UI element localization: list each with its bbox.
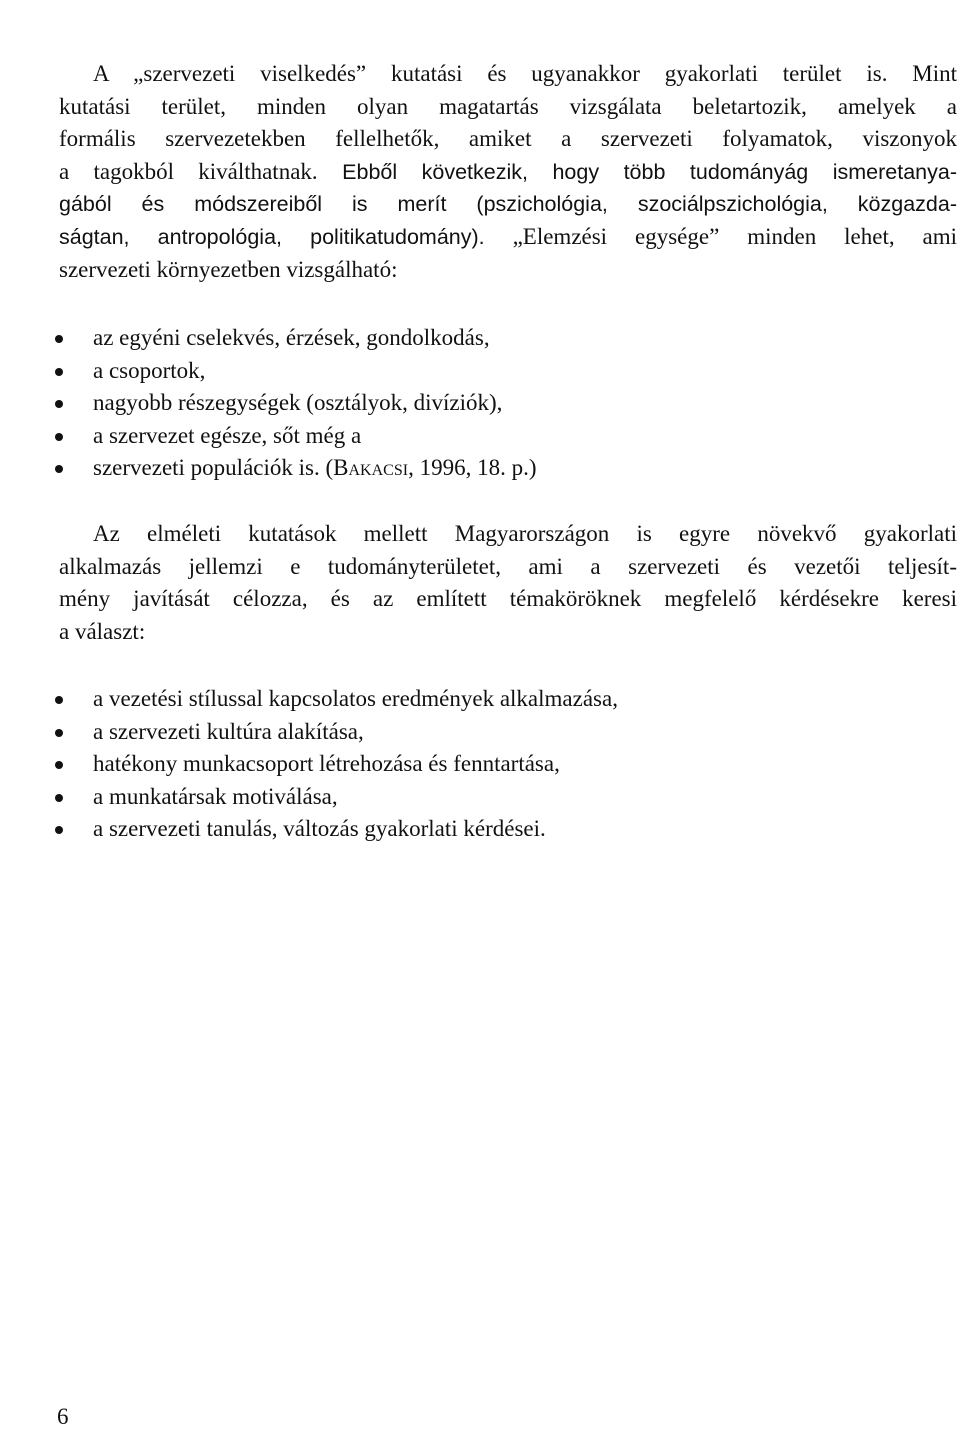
bullet-icon — [55, 729, 63, 737]
bullet-icon — [55, 761, 63, 769]
paragraph-line-part: a tagokból kiválthatnak. — [59, 158, 318, 184]
paragraph-line-part-sans: Ebből következik, hogy több tudományág ismeretanya- — [317, 159, 957, 184]
list-item-text: a szervezeti tanulás, változás gyakorlati kérdései. — [93, 816, 546, 842]
list-item — [55, 748, 618, 781]
paragraph-line: mény javítását célozza, és az említett témaköröknek megfelelő kérdésekre keresi — [59, 586, 957, 612]
list-item — [55, 420, 536, 453]
list-item-text: a szervezet egésze, sőt még a — [93, 422, 362, 448]
paragraph-line — [59, 156, 957, 189]
list-item — [55, 452, 536, 485]
analysis-units-list — [55, 322, 536, 485]
list-item — [55, 355, 536, 388]
page-number: 6 — [57, 1404, 69, 1429]
bullet-icon — [55, 400, 63, 408]
intro-paragraph — [59, 58, 957, 286]
list-item-text: szervezeti populációk is. — [93, 455, 320, 481]
list-item — [55, 322, 536, 355]
paragraph-line-part: „Elemzési egysége” minden lehet, ami — [484, 223, 957, 249]
list-item-text: a csoportok, — [93, 357, 206, 383]
list-item-text: hatékony munkacsoport létrehozása és fenntartása, — [93, 751, 560, 777]
list-item — [55, 683, 618, 716]
bullet-icon — [55, 368, 63, 376]
list-item — [55, 716, 618, 749]
paragraph-line: szervezeti környezetben vizsgálható: — [59, 256, 398, 282]
list-item-text: nagyobb részegységek (osztályok, divíziók), — [93, 390, 503, 416]
bullet-icon — [55, 794, 63, 802]
bullet-icon — [55, 465, 63, 473]
practice-topics-list — [55, 683, 618, 846]
bullet-icon — [55, 433, 63, 441]
paragraph-line-part-sans: ságtan, antropológia, politikatudomány). — [59, 224, 485, 249]
paragraph-line — [59, 221, 957, 254]
bullet-icon — [55, 696, 63, 704]
citation-rest: , 1996, 18. p.) — [408, 455, 537, 481]
list-item-text: a munkatársak motiválása, — [93, 783, 338, 809]
paragraph-line: A „szervezeti viselkedés” kutatási és ugyanakkor gyakorlati terület is. Mint — [93, 61, 957, 86]
list-item — [55, 781, 618, 814]
list-item — [55, 813, 618, 846]
paragraph-line: Az elméleti kutatások mellett Magyarországon is egyre növekvő gyakorlati — [93, 521, 957, 546]
paragraph-line: formális szervezetekben fellelhetők, amiket a szervezeti folyamatok, viszonyok — [59, 126, 957, 152]
paragraph-line: gából és módszereiből is merít (pszichológia, szociálpszichológia, közgazda- — [59, 192, 957, 217]
bullet-icon — [55, 335, 63, 343]
bullet-icon — [55, 826, 63, 834]
paragraph-line: a választ: — [59, 618, 146, 644]
list-item-text: az egyéni cselekvés, érzések, gondolkodás, — [93, 325, 490, 350]
list-item-text: a szervezeti kultúra alakítása, — [93, 718, 364, 744]
paragraph-line: alkalmazás jellemzi e tudományterületet, ami a szervezeti és vezetői teljesít- — [59, 553, 957, 579]
citation — [320, 455, 537, 480]
citation-author: Bakacsi — [333, 455, 409, 481]
paragraph-line: kutatási terület, minden olyan magatartás vizsgálata beletartozik, amelyek a — [59, 93, 957, 119]
list-item — [55, 387, 536, 420]
practice-paragraph — [59, 518, 957, 648]
citation-prefix: ( — [319, 455, 334, 481]
list-item-text: a vezetési stílussal kapcsolatos eredmények alkalmazása, — [93, 686, 618, 711]
